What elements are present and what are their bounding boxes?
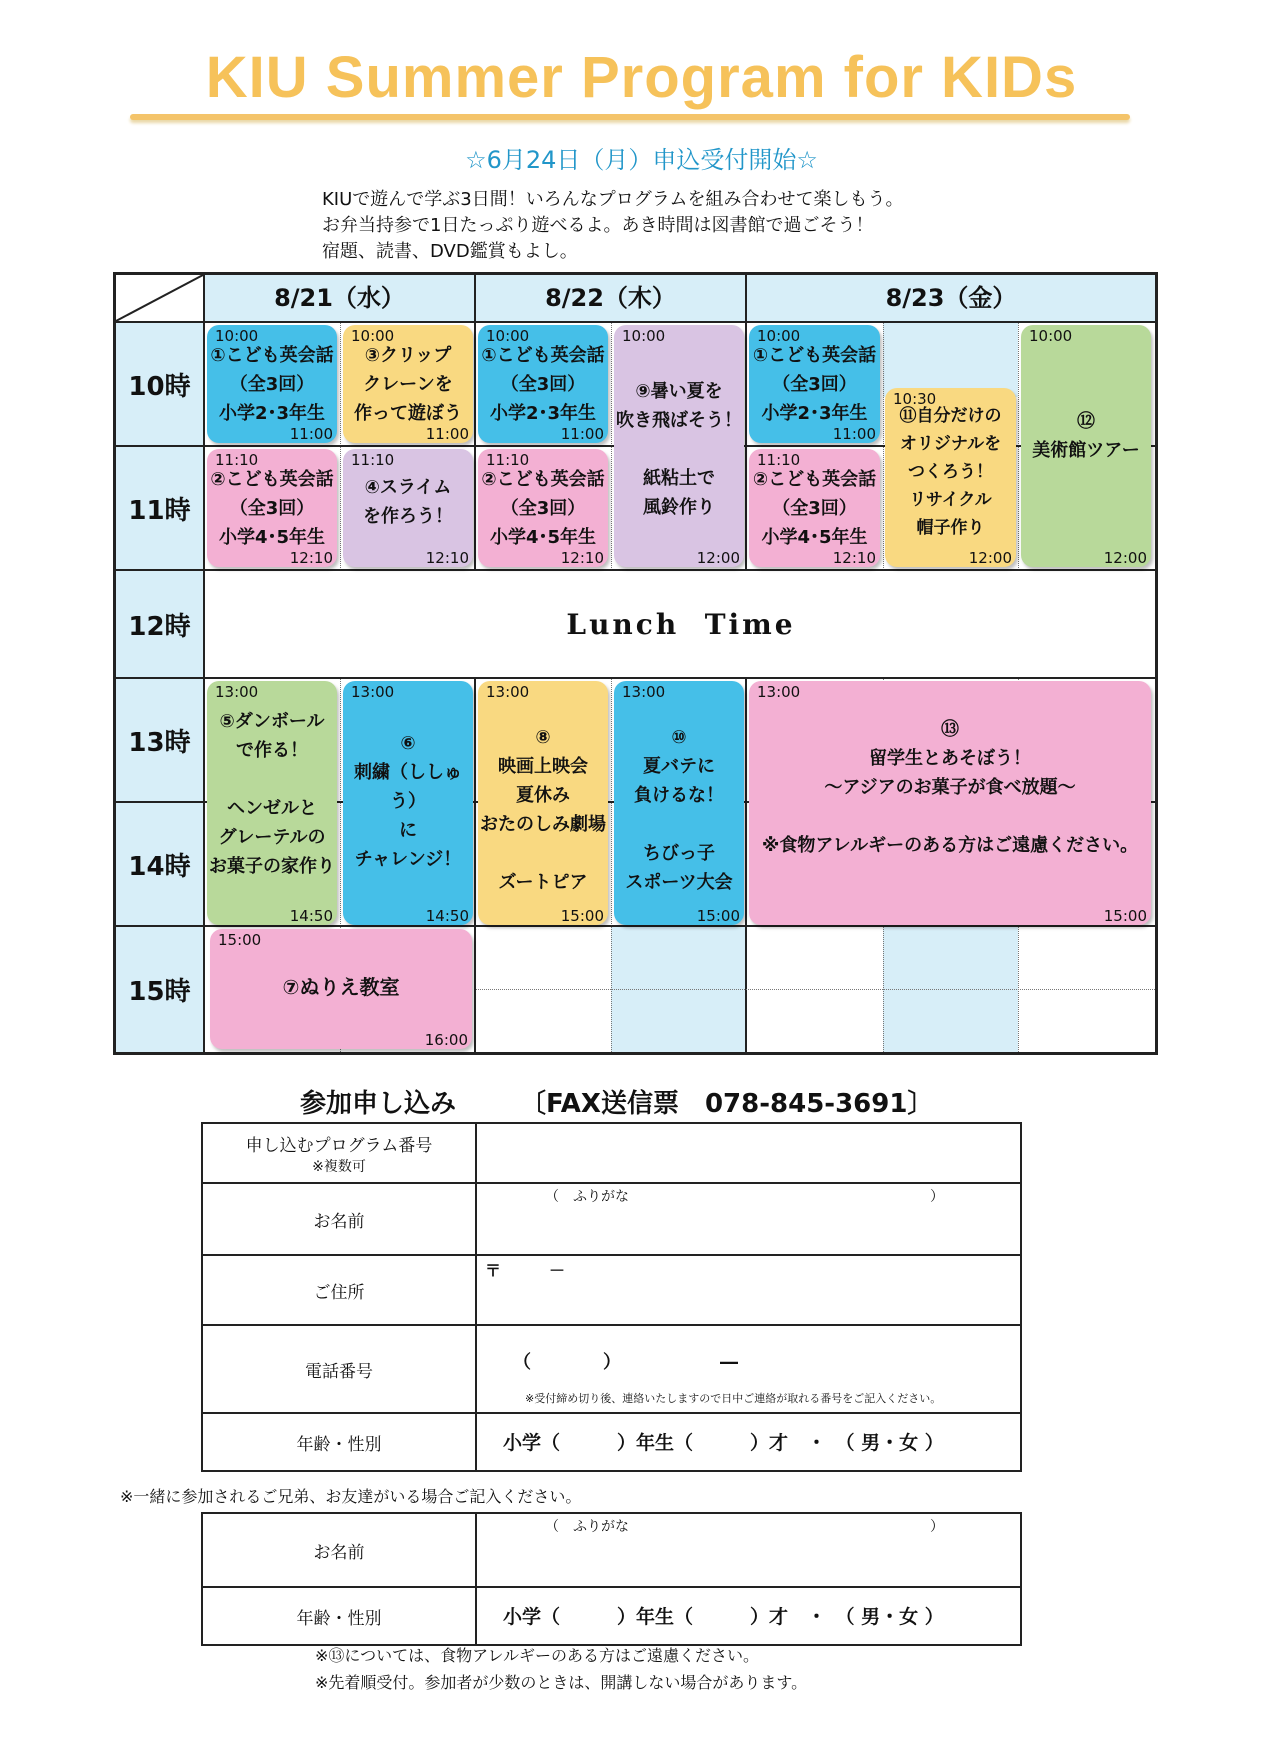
end-time: 11:00 (289, 425, 333, 443)
address-row (203, 1256, 1020, 1326)
program-7[interactable] (210, 929, 472, 1049)
day-header-1: 8/21（水） (205, 275, 476, 323)
program-text: ②こども英会話 （全3回） 小学4･5年生 (210, 469, 334, 548)
footnote-allergy: ※⑬については、食物アレルギーのある方はご遠慮ください。 (315, 1646, 760, 1665)
program-text: ⑧ 映画上映会 夏休み おたのしみ劇場 ズートピア (480, 727, 606, 893)
program-text: ②こども英会話 （全3回） 小学4･5年生 (481, 469, 605, 548)
furigana-open: （ ふりがな (545, 1519, 629, 1535)
hour-label: 11時 (116, 447, 205, 571)
start-time: 11:10 (215, 451, 259, 469)
end-time: 11:00 (832, 425, 876, 443)
start-time: 10:00 (1029, 327, 1073, 345)
start-time: 10:00 (486, 327, 530, 345)
program-text: ⑫ 美術館ツアー (1032, 411, 1140, 461)
sibling-note: ※一緒に参加されるご兄弟、お友達がいる場合ご記入ください。 (120, 1487, 582, 1506)
program-text: ①こども英会話 （全3回） 小学2･3年生 (210, 345, 334, 424)
program-1-day2[interactable] (478, 325, 608, 443)
footnote-first-come: ※先着順受付。参加者が少数のときは、開講しない場合があります。 (315, 1673, 808, 1692)
address-label: ご住所 (313, 1282, 365, 1303)
program-3[interactable] (343, 325, 473, 443)
sibling-age-row (203, 1588, 1020, 1644)
lunch-block (207, 571, 1155, 677)
program-text: ⑨暑い夏を 吹き飛ばそう！ 紙粘土で 風鈴作り (616, 381, 742, 518)
age-format: 小学（ ）年生（ ）才 ・ （ 男・女 ） (503, 1606, 944, 1628)
phone-row (203, 1326, 1020, 1414)
end-time: 15:00 (696, 907, 740, 925)
start-time: 15:00 (218, 931, 262, 949)
program-number-row (203, 1124, 1020, 1184)
program-11[interactable] (885, 388, 1016, 567)
sibling-form (201, 1512, 1022, 1646)
grid-line (611, 323, 612, 1052)
program-8[interactable] (478, 681, 608, 925)
diagonal-line (116, 275, 203, 321)
program-text: ⑦ぬりえ教室 (282, 975, 400, 999)
grid-line (116, 677, 1155, 679)
program-4[interactable] (343, 449, 473, 567)
grid-line (116, 925, 1155, 927)
hour-label: 15時 (116, 927, 205, 1052)
program-text: ⑩ 夏バテに 負けるな！ ちびっ子 スポーツ大会 (625, 727, 733, 893)
start-time: 13:00 (215, 683, 259, 701)
sibling-age-field[interactable] (475, 1588, 1020, 1644)
program-10[interactable] (614, 681, 744, 925)
program-text: ②こども英会話 （全3回） 小学4･5年生 (752, 469, 877, 548)
program-text: ⑤ダンボール で作る！ ヘンゼルと グレーテルの お菓子の家作り (209, 711, 335, 877)
fax-number: 〔FAX送信票 078-845-3691〕 (520, 1089, 934, 1119)
start-time: 10:30 (893, 390, 937, 408)
phone-label: 電話番号 (305, 1361, 373, 1382)
start-time: 11:10 (757, 451, 801, 469)
start-time: 13:00 (486, 683, 530, 701)
hour-label: 14時 (116, 803, 205, 927)
age-row (203, 1414, 1020, 1470)
start-time: 10:00 (622, 327, 666, 345)
program-1-day3[interactable] (749, 325, 880, 443)
phone-note: ※受付締め切り後、連絡いたしますので日中ご連絡が取れる番号をご記入ください。 (525, 1392, 942, 1405)
hour-label: 10時 (116, 323, 205, 447)
age-format: 小学（ ）年生（ ）才 ・ （ 男・女 ） (503, 1432, 944, 1454)
form-title: 参加申し込み (300, 1089, 457, 1119)
sibling-name-field[interactable] (475, 1514, 1020, 1586)
program-number-label: 申し込むプログラム番号 (245, 1135, 433, 1156)
grid-line (476, 989, 1155, 990)
furigana-close: ） (930, 1189, 944, 1205)
start-time: 11:10 (351, 451, 395, 469)
lunch-label: Lunch Time (566, 607, 796, 641)
application-start-date: ☆6月24日（月）申込受付開始☆ (465, 146, 818, 174)
name-row (203, 1184, 1020, 1256)
start-time: 10:00 (215, 327, 259, 345)
intro-line: 宿題、読書、DVD鑑賞もよし。 (322, 241, 578, 262)
end-time: 16:00 (424, 1031, 468, 1049)
program-2-day2[interactable] (478, 449, 608, 567)
title-underline (130, 114, 1130, 120)
end-time: 11:00 (425, 425, 469, 443)
end-time: 14:50 (425, 907, 469, 925)
program-12[interactable] (1021, 325, 1151, 567)
program-text: ⑬ 留学生とあそぼう！ ～アジアのお菓子が食べ放題～ ※食物アレルギーのある方はご遠慮ください。 (761, 719, 1139, 856)
sibling-name-row (203, 1514, 1020, 1588)
name-label: お名前 (313, 1211, 365, 1232)
end-time: 12:00 (696, 549, 740, 567)
program-number-field[interactable] (475, 1124, 1020, 1182)
page-title: KIU Summer Program for KIDs (205, 45, 1078, 110)
start-time: 11:10 (486, 451, 530, 469)
end-time: 12:10 (560, 549, 604, 567)
furigana-close: ） (930, 1519, 944, 1535)
program-text: ⑥ 刺繍（ししゅう） に チャレンジ！ (354, 733, 462, 870)
start-time: 13:00 (622, 683, 666, 701)
program-2-day3[interactable] (749, 449, 880, 567)
end-time: 11:00 (560, 425, 604, 443)
sibling-age-label: 年齢・性別 (296, 1608, 382, 1629)
program-1-day1[interactable] (207, 325, 337, 443)
hour-label: 12時 (116, 571, 205, 679)
end-time: 12:10 (425, 549, 469, 567)
age-field[interactable] (475, 1414, 1020, 1470)
phone-field[interactable] (475, 1326, 1020, 1412)
end-time: 12:00 (1103, 549, 1147, 567)
sibling-name-label: お名前 (313, 1542, 365, 1563)
end-time: 15:00 (1103, 907, 1147, 925)
end-time: 12:10 (289, 549, 333, 567)
name-field[interactable] (475, 1184, 1020, 1254)
address-field[interactable] (475, 1256, 1020, 1324)
end-time: 12:10 (832, 549, 876, 567)
intro-line: KIUで遊んで学ぶ3日間！いろんなプログラムを組み合わせて楽しもう。 (322, 189, 904, 210)
start-time: 10:00 (351, 327, 395, 345)
program-text: ③クリップ クレーンを 作って遊ぼう (354, 345, 462, 424)
program-2-day1[interactable] (207, 449, 337, 567)
program-5[interactable] (207, 681, 337, 925)
program-number-note: ※複数可 (312, 1158, 366, 1175)
intro-line: お弁当持参で1日たっぷり遊べるよ。あき時間は図書館で過ごそう！ (322, 215, 874, 236)
program-13[interactable] (749, 681, 1151, 925)
program-text: ①こども英会話 （全3回） 小学2･3年生 (752, 345, 877, 424)
empty-slot (883, 323, 1018, 397)
start-time: 13:00 (757, 683, 801, 701)
program-6[interactable] (343, 681, 473, 925)
postal-mark: 〒 － (485, 1261, 566, 1280)
hour-label: 13時 (116, 679, 205, 803)
program-9[interactable] (614, 325, 744, 567)
application-form (201, 1122, 1022, 1472)
corner-cell (116, 275, 205, 323)
program-text: ④スライム を作ろう！ (363, 477, 453, 527)
end-time: 12:00 (968, 549, 1012, 567)
intro-text (322, 187, 904, 265)
furigana-open: （ ふりがな (545, 1189, 629, 1205)
end-time: 15:00 (560, 907, 604, 925)
start-time: 13:00 (351, 683, 395, 701)
end-time: 14:50 (289, 907, 333, 925)
day-header-3: 8/23（金） (747, 275, 1155, 323)
schedule-table (113, 272, 1158, 1055)
start-time: 10:00 (757, 327, 801, 345)
program-text: ⑪自分だけの オリジナルを つくろう！ リサイクル 帽子作り (899, 406, 1002, 538)
program-text: ①こども英会話 （全3回） 小学2･3年生 (481, 345, 605, 424)
age-label: 年齢・性別 (296, 1434, 382, 1455)
phone-format: （ ） ― (513, 1352, 738, 1373)
day-header-2: 8/22（木） (476, 275, 747, 323)
